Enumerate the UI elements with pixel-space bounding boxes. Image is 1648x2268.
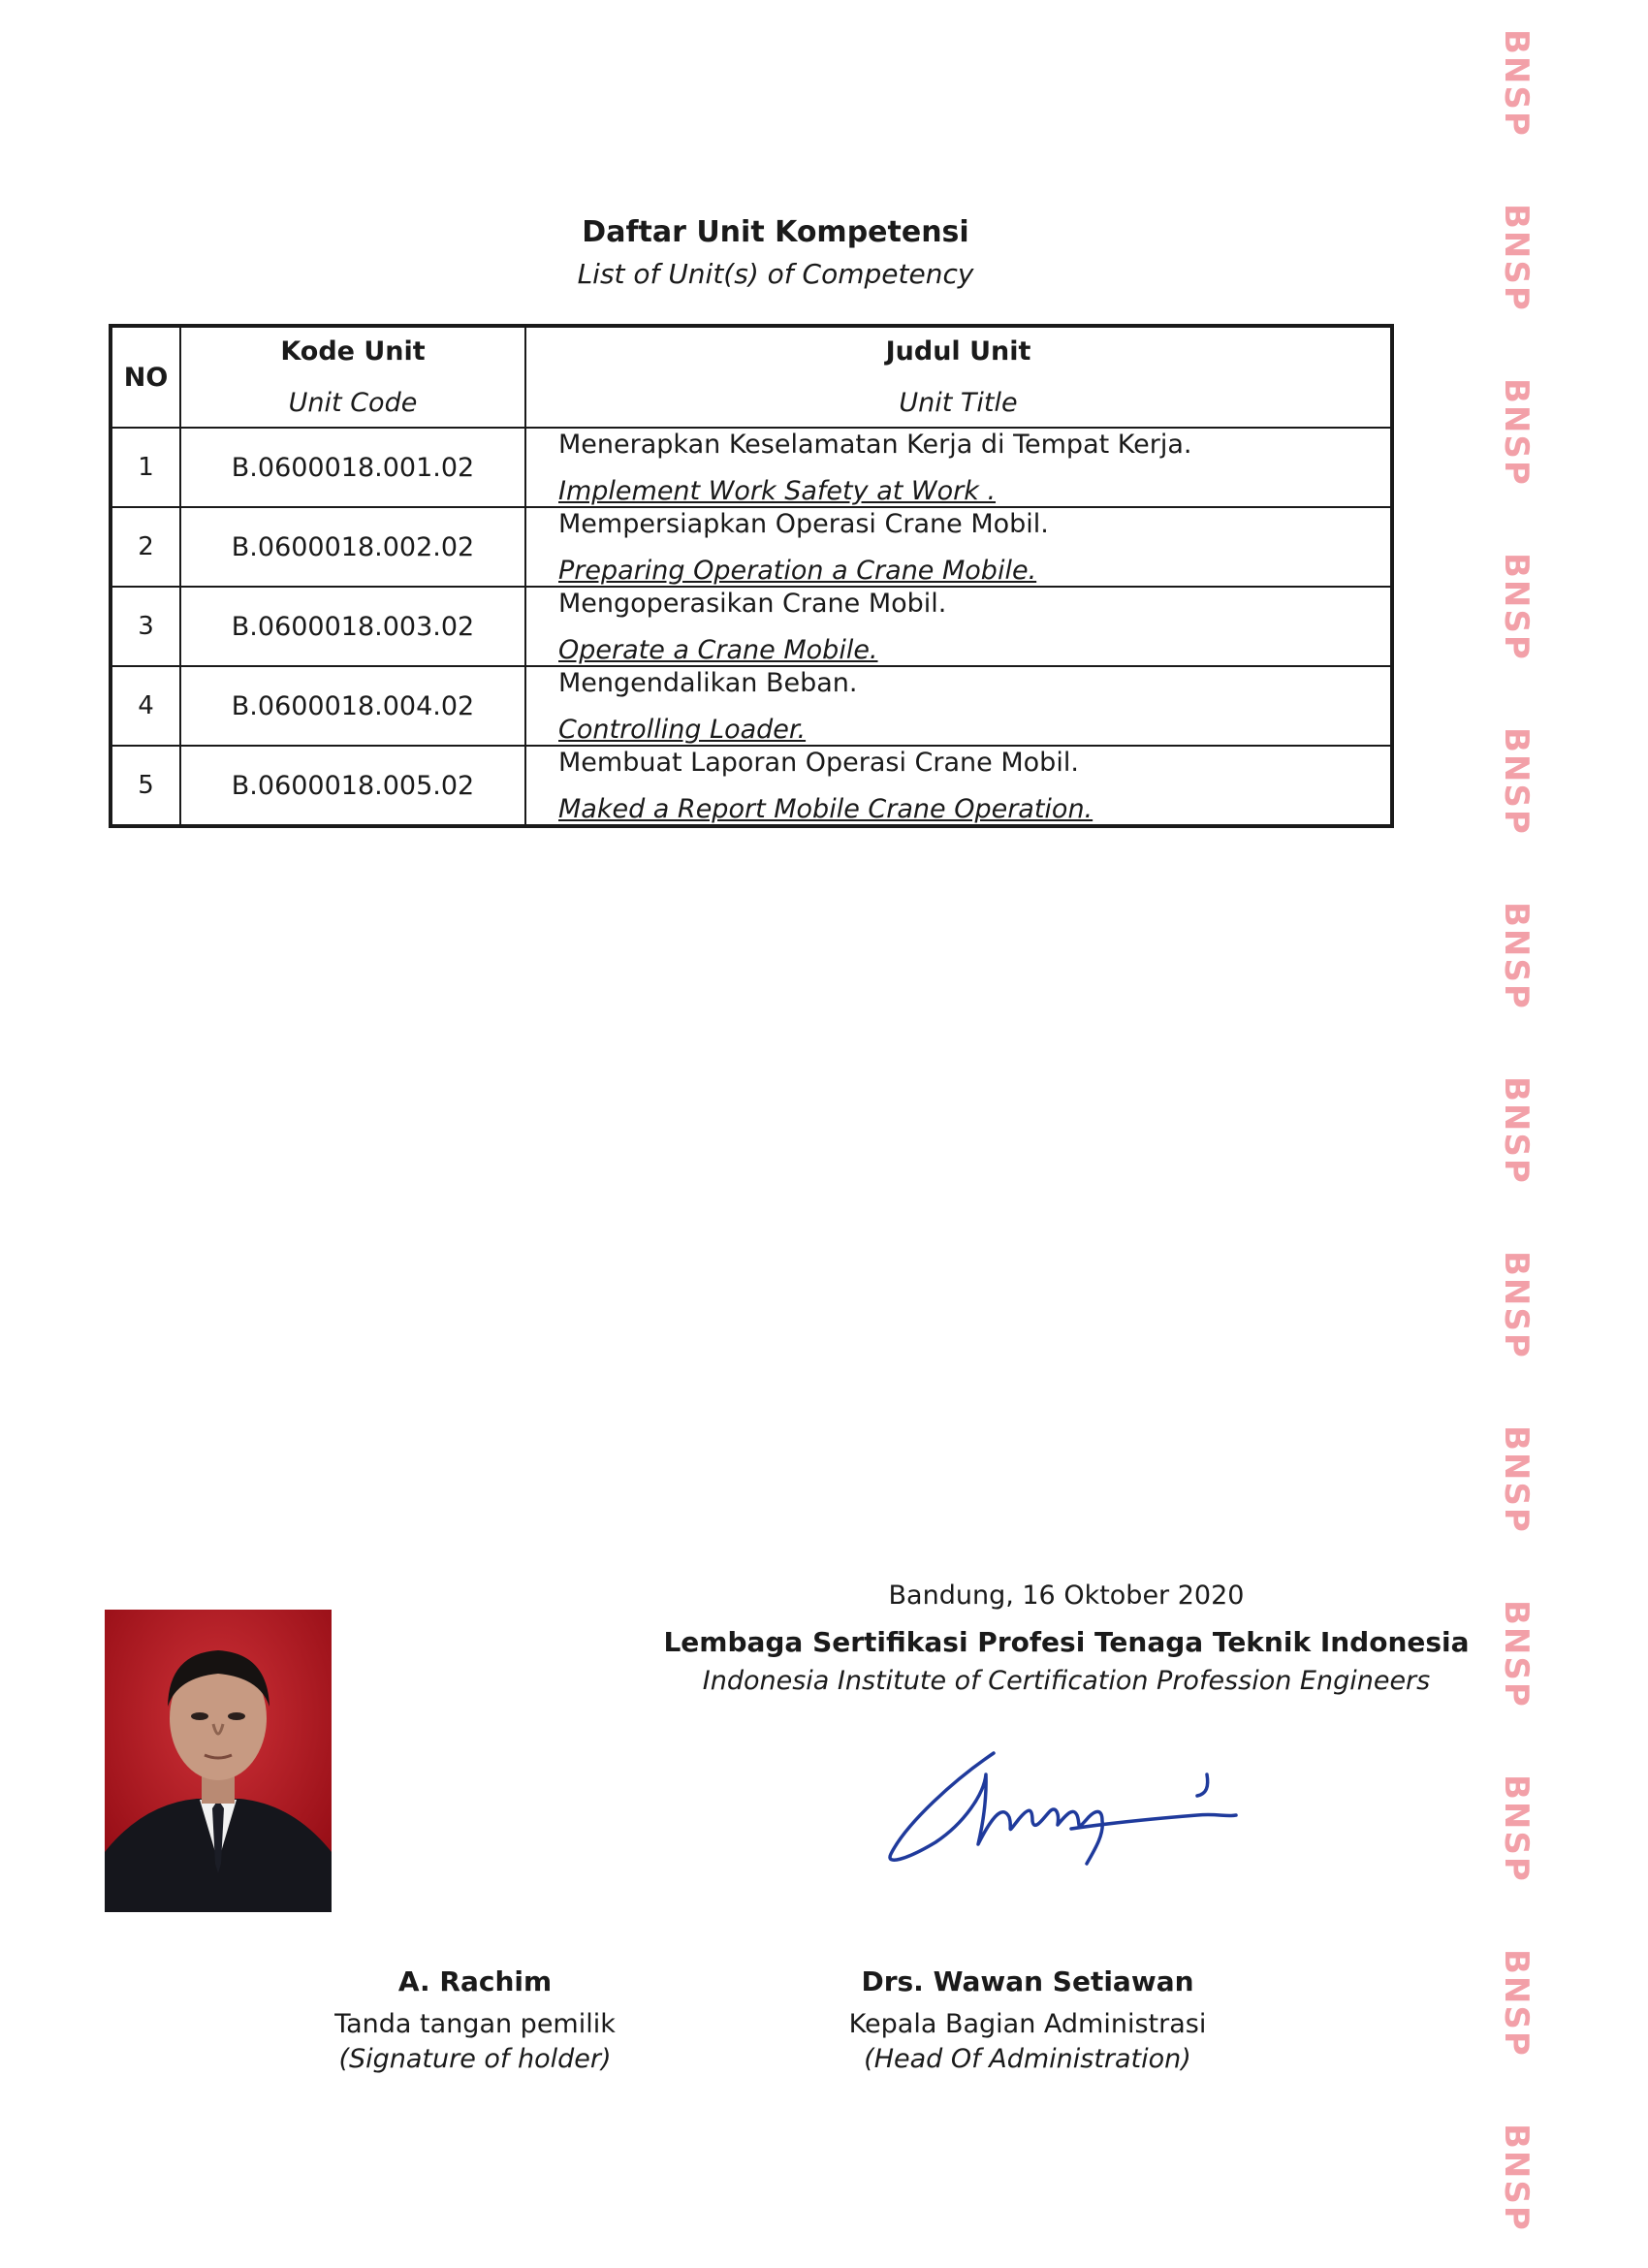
unit-title-cell bbox=[525, 428, 1392, 507]
unit-title-cell bbox=[525, 587, 1392, 666]
unit-title-en: Preparing Operation a Crane Mobile. bbox=[558, 556, 1037, 586]
header-title bbox=[525, 326, 1392, 428]
watermark-text: BNSP bbox=[1497, 1949, 1536, 2058]
unit-title-cell bbox=[525, 746, 1392, 826]
table-header-row bbox=[111, 326, 1392, 428]
unit-code: B.0600018.003.02 bbox=[180, 587, 525, 666]
unit-title: Mengoperasikan Crane Mobil. bbox=[558, 589, 947, 619]
issuer-org-name-en: Indonesia Institute of Certification Profession Engineers bbox=[702, 1666, 1431, 1696]
unit-code: B.0600018.005.02 bbox=[180, 746, 525, 826]
page-title: Daftar Unit Kompetensi bbox=[582, 215, 969, 249]
admin-role: Kepala Bagian Administrasi bbox=[848, 2009, 1207, 2039]
watermark-text: BNSP bbox=[1497, 2124, 1536, 2232]
page-subtitle: List of Unit(s) of Competency bbox=[577, 258, 974, 290]
unit-title-en: Controlling Loader. bbox=[558, 715, 807, 745]
unit-title: Mengendalikan Beban. bbox=[558, 668, 858, 698]
unit-code: B.0600018.002.02 bbox=[180, 507, 525, 587]
watermark-text: BNSP bbox=[1497, 29, 1536, 138]
unit-title-en: Maked a Report Mobile Crane Operation. bbox=[558, 794, 1093, 824]
row-number: 2 bbox=[111, 507, 180, 587]
header-code bbox=[180, 326, 525, 428]
admin-signature-graphic bbox=[877, 1736, 1246, 1871]
table-row bbox=[111, 666, 1392, 746]
holder-photo bbox=[105, 1610, 332, 1912]
watermark-text: BNSP bbox=[1497, 1076, 1536, 1185]
unit-title-cell bbox=[525, 666, 1392, 746]
watermark-text: BNSP bbox=[1497, 553, 1536, 661]
row-number: 4 bbox=[111, 666, 180, 746]
unit-title-cell bbox=[525, 507, 1392, 587]
issuer-org-name: Lembaga Sertifikasi Profesi Tenaga Teknik Indonesia bbox=[663, 1626, 1470, 1658]
admin-role-en: (Head Of Administration) bbox=[864, 2044, 1191, 2074]
admin-name: Drs. Wawan Setiawan bbox=[861, 1965, 1194, 1997]
unit-title: Menerapkan Keselamatan Kerja di Tempat Kerja. bbox=[558, 430, 1192, 460]
row-number: 1 bbox=[111, 428, 180, 507]
table-row bbox=[111, 428, 1392, 507]
bnsp-watermark-strip bbox=[1477, 0, 1555, 2268]
unit-title-en: Operate a Crane Mobile. bbox=[558, 635, 878, 665]
header-no-label: NO bbox=[123, 362, 169, 393]
table-row bbox=[111, 587, 1392, 666]
table-row bbox=[111, 507, 1392, 587]
holder-role-en: (Signature of holder) bbox=[338, 2044, 612, 2074]
watermark-text: BNSP bbox=[1497, 1425, 1536, 1534]
row-number: 3 bbox=[111, 587, 180, 666]
holder-name: A. Rachim bbox=[397, 1965, 553, 1997]
unit-title: Membuat Laporan Operasi Crane Mobil. bbox=[558, 748, 1079, 778]
watermark-text: BNSP bbox=[1497, 727, 1536, 836]
watermark-text: BNSP bbox=[1497, 1600, 1536, 1709]
place-date: Bandung, 16 Oktober 2020 bbox=[888, 1581, 1245, 1611]
header-title-label: Judul Unit bbox=[885, 336, 1031, 367]
header-code-label: Kode Unit bbox=[280, 336, 426, 367]
watermark-text: BNSP bbox=[1497, 204, 1536, 312]
unit-title: Mempersiapkan Operasi Crane Mobil. bbox=[558, 509, 1049, 539]
watermark-text: BNSP bbox=[1497, 1251, 1536, 1359]
row-number: 5 bbox=[111, 746, 180, 826]
watermark-text: BNSP bbox=[1497, 902, 1536, 1010]
header-no bbox=[111, 326, 180, 428]
watermark-text: BNSP bbox=[1497, 1774, 1536, 1883]
holder-role: Tanda tangan pemilik bbox=[334, 2009, 616, 2039]
watermark-text: BNSP bbox=[1497, 378, 1536, 487]
unit-title-en: Implement Work Safety at Work . bbox=[558, 476, 997, 506]
unit-code: B.0600018.001.02 bbox=[180, 428, 525, 507]
header-code-label-en: Unit Code bbox=[288, 388, 418, 418]
unit-code: B.0600018.004.02 bbox=[180, 666, 525, 746]
competency-table bbox=[109, 324, 1394, 828]
table-row bbox=[111, 746, 1392, 826]
header-title-label-en: Unit Title bbox=[899, 388, 1018, 418]
